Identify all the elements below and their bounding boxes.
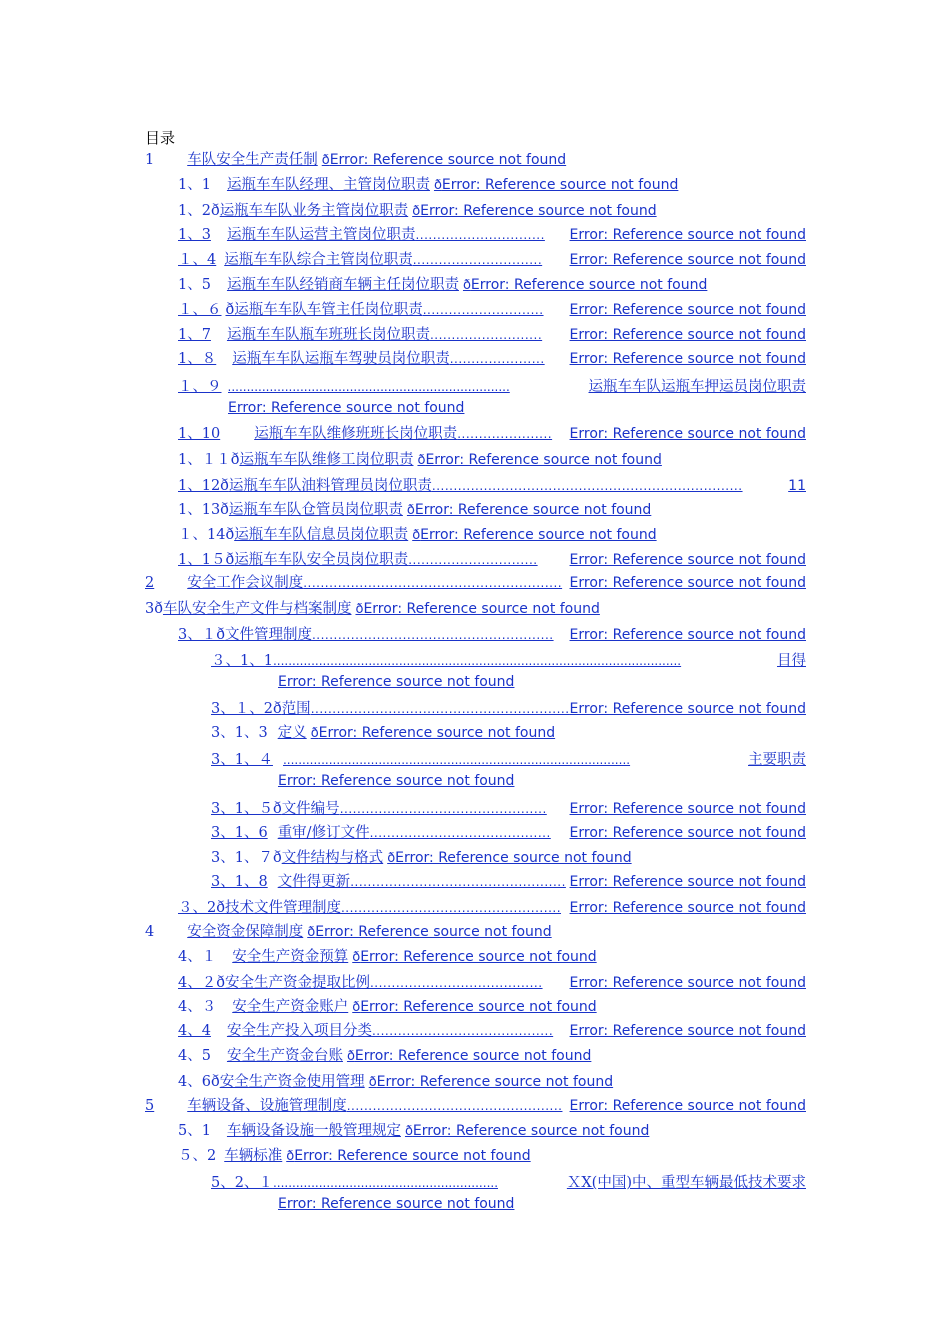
toc-entry-separator: ð bbox=[286, 1149, 295, 1164]
toc-entry-page-ref: Error: Reference source not found bbox=[569, 1098, 806, 1114]
toc-entry-leader: ........................................................... bbox=[272, 1176, 499, 1190]
toc-entry-line bbox=[211, 1171, 806, 1192]
toc-entry-title: 主要职责 bbox=[748, 752, 806, 768]
toc-entry-number: ３、1、1 bbox=[211, 653, 273, 669]
toc-entry-number: 4、３ bbox=[178, 999, 217, 1015]
toc-entry-leader: ............................................................ bbox=[303, 576, 563, 590]
toc-entry-leader: ........................................ bbox=[369, 976, 543, 990]
toc-entry-title: 运瓶车车队维修班班长岗位职责 bbox=[254, 426, 458, 442]
toc-entry[interactable] bbox=[211, 1171, 806, 1212]
toc-entry-page-ref: Error: Reference source not found bbox=[569, 801, 806, 817]
toc-entry[interactable] bbox=[211, 824, 806, 843]
toc-entry-separator: ð bbox=[412, 528, 421, 543]
toc-entry-title: 运瓶车车队瓶车班班长岗位职责 bbox=[226, 327, 430, 343]
toc-entry-line bbox=[178, 400, 806, 416]
toc-entry-title: 车辆设备设施一般管理规定 bbox=[226, 1123, 401, 1139]
toc-entry[interactable] bbox=[178, 477, 806, 496]
toc-entry[interactable] bbox=[178, 176, 678, 195]
toc-entry-leader: .................................................. bbox=[350, 875, 566, 889]
toc-entry-title: 定义 bbox=[277, 725, 307, 741]
toc-entry-page-ref: Error: Reference source not found bbox=[569, 975, 806, 991]
toc-entry-title: 车辆标准 bbox=[224, 1148, 283, 1164]
toc-entry-number: 1、3 bbox=[178, 227, 211, 243]
toc-entry-leader: .......................................... bbox=[369, 826, 551, 840]
toc-entry-page-ref: Error: Reference source not found bbox=[414, 502, 652, 518]
toc-entry-leader: .......................... bbox=[429, 328, 543, 342]
toc-entry-title: ＸX(中国)中、重型车辆最低技术要求 bbox=[566, 1175, 806, 1191]
toc-entry[interactable] bbox=[178, 998, 597, 1017]
toc-entry-line bbox=[211, 649, 806, 670]
toc-entry-number: 1、1 bbox=[178, 177, 211, 193]
toc-entry-page-ref: Error: Reference source not found bbox=[294, 1148, 531, 1164]
toc-entry-number: ５、2 bbox=[178, 1148, 217, 1164]
toc-entry-page-ref: Error: Reference source not found bbox=[569, 701, 806, 717]
toc-entry[interactable] bbox=[178, 375, 806, 416]
toc-entry-title: 文件管理制度 bbox=[224, 627, 312, 643]
toc-entry-number: １、4 bbox=[178, 252, 217, 268]
toc-entry-title: 车队安全生产文件与档案制度 bbox=[162, 601, 352, 617]
toc-entry-line bbox=[211, 773, 806, 789]
toc-entry-title: 运瓶车车队经销商车辆主任岗位职责 bbox=[226, 277, 459, 293]
toc-entry-separator: ð bbox=[406, 503, 415, 518]
toc-entry-number: ３、2ð bbox=[178, 900, 225, 916]
toc-entry-number: 4、１ bbox=[178, 949, 217, 965]
toc-entry[interactable] bbox=[178, 1147, 531, 1166]
toc-entry-number: 1、10 bbox=[178, 426, 221, 442]
toc-entry-separator: ð bbox=[352, 1000, 361, 1015]
toc-entry-page-ref: Error: Reference source not found bbox=[376, 1074, 614, 1090]
toc-entry-page-ref: Error: Reference source not found bbox=[569, 552, 806, 568]
toc-entry[interactable] bbox=[178, 226, 806, 245]
toc-entry-title: 运瓶车车队运瓶车押运员岗位职责 bbox=[588, 379, 806, 395]
toc-entry-title: 文件得更新 bbox=[277, 874, 351, 890]
toc-entry[interactable] bbox=[178, 948, 597, 967]
toc-entry-title: 安全资金保障制度 bbox=[187, 924, 304, 940]
toc-entry-separator: ð bbox=[412, 204, 421, 219]
toc-entry-separator: ð bbox=[355, 602, 364, 617]
toc-entry-number: 3、1、４ bbox=[211, 752, 273, 768]
toc-entry[interactable] bbox=[178, 251, 806, 270]
toc-entry-line bbox=[211, 748, 806, 769]
toc-entry[interactable] bbox=[178, 899, 806, 918]
toc-entry[interactable] bbox=[178, 1022, 806, 1041]
toc-entry-title: 安全工作会议制度 bbox=[187, 575, 304, 591]
toc-entry[interactable] bbox=[178, 974, 806, 993]
toc-entry-number: １、６ bbox=[178, 302, 222, 318]
toc-entry-line bbox=[178, 375, 806, 396]
toc-entry[interactable] bbox=[178, 202, 657, 221]
toc-entry-page-ref: Error: Reference source not found bbox=[318, 725, 556, 741]
toc-entry-number: 1、13ð bbox=[178, 502, 229, 518]
toc-entry-title: 安全生产资金使用管理 bbox=[219, 1074, 365, 1090]
toc-entry-page-ref: Error: Reference source not found bbox=[278, 773, 515, 789]
toc-entry[interactable] bbox=[211, 800, 806, 819]
toc-entry-leader: ........................................................................................... bbox=[282, 753, 631, 767]
toc-entry-leader: ...................... bbox=[457, 427, 553, 441]
toc-entry-separator: ð bbox=[387, 851, 396, 866]
toc-entry-number: 3、1、6 bbox=[211, 825, 268, 841]
toc-entry[interactable] bbox=[145, 151, 566, 170]
toc-entry-number: 2 bbox=[145, 575, 155, 591]
toc-entry-number: １、９ bbox=[178, 379, 222, 395]
toc-entry-page-ref: Error: Reference source not found bbox=[470, 277, 708, 293]
toc-entry[interactable] bbox=[211, 748, 806, 789]
toc-entry[interactable] bbox=[211, 873, 806, 892]
toc-entry-number: 3、1、５ð bbox=[211, 801, 282, 817]
toc-entry-number: 4、２ð bbox=[178, 975, 225, 991]
toc-entry-title: 运瓶车车队经理、主管岗位职责 bbox=[226, 177, 430, 193]
toc-entry-page-ref: Error: Reference source not found bbox=[228, 400, 465, 416]
toc-entry-separator: ð bbox=[433, 178, 442, 193]
toc-entry[interactable] bbox=[178, 526, 657, 545]
toc-entry-page-ref: Error: Reference source not found bbox=[569, 627, 806, 643]
toc-entry-title: 范围 bbox=[281, 701, 311, 717]
toc-entry-title: 安全生产资金预算 bbox=[232, 949, 349, 965]
toc-entry[interactable] bbox=[145, 600, 600, 619]
toc-entry-line bbox=[211, 674, 806, 690]
toc-entry-page-ref: Error: Reference source not found bbox=[425, 452, 662, 468]
toc-entry-title: 运瓶车车队运瓶车驾驶员岗位职责 bbox=[232, 351, 450, 367]
toc-entry-title: 运瓶车车队信息员岗位职责 bbox=[234, 527, 409, 543]
toc-entry-title: 运瓶车车队仓管员岗位职责 bbox=[228, 502, 403, 518]
toc-entry-number: 1、7 bbox=[178, 327, 211, 343]
toc-entry-title: 车队安全生产责任制 bbox=[187, 152, 318, 168]
toc-entry-title: ð运瓶车车队车管主任岗位职责 bbox=[225, 302, 423, 318]
toc-entry-leader: ........................................................................................................... bbox=[272, 654, 682, 668]
toc-entry-leader: ........................................................ bbox=[311, 628, 554, 642]
toc-entry-number: 4、5 bbox=[178, 1048, 211, 1064]
toc-entry-leader: .......................................................................... bbox=[227, 380, 510, 394]
toc-entry-page-ref: Error: Reference source not found bbox=[569, 575, 806, 591]
toc-entry-page-ref: Error: Reference source not found bbox=[569, 351, 806, 367]
toc-entry-number: 3、1、７ð bbox=[211, 850, 282, 866]
toc-entry-page-ref: Error: Reference source not found bbox=[569, 874, 806, 890]
toc-entry[interactable] bbox=[211, 700, 806, 719]
toc-entry-separator: ð bbox=[404, 1124, 413, 1139]
toc-entry[interactable] bbox=[211, 724, 555, 743]
toc-entry[interactable] bbox=[178, 501, 651, 520]
toc-entry-page-ref: Error: Reference source not found bbox=[569, 426, 806, 442]
toc-entry-line bbox=[211, 1196, 806, 1212]
toc-entry-page-ref: Error: Reference source not found bbox=[315, 924, 552, 940]
toc-entry-leader: .............................. bbox=[415, 228, 545, 242]
toc-entry-leader: ............................................................ bbox=[310, 702, 570, 716]
toc-entry-title: 文件结构与格式 bbox=[281, 850, 384, 866]
toc-entry-number: 1、2ð bbox=[178, 203, 220, 219]
toc-entry-leader: .................................................. bbox=[346, 1099, 563, 1113]
toc-entry-title: 运瓶车车队油料管理员岗位职责 bbox=[228, 478, 432, 494]
toc-entry-separator: ð bbox=[310, 726, 319, 741]
toc-entry-page-ref: Error: Reference source not found bbox=[569, 302, 806, 318]
toc-entry-title: 安全生产资金账户 bbox=[232, 999, 349, 1015]
toc-entry-leader: .......................................... bbox=[371, 1024, 554, 1038]
toc-entry-number: 1、1５ð bbox=[178, 552, 235, 568]
toc-entry-leader: ........................................................................ bbox=[431, 479, 743, 493]
toc-entry-title: 安全生产投入项目分类 bbox=[226, 1023, 372, 1039]
toc-entry-page-ref: Error: Reference source not found bbox=[354, 1048, 592, 1064]
toc-entry-number: 1 bbox=[145, 152, 155, 168]
toc-entry-title: 重审/修订文件 bbox=[277, 825, 370, 841]
toc-entry-page-ref: Error: Reference source not found bbox=[360, 999, 597, 1015]
toc-entry-title: 安全生产资金提取比例 bbox=[224, 975, 370, 991]
toc-entry[interactable] bbox=[178, 1047, 591, 1066]
toc-entry-leader: .............................. bbox=[408, 553, 538, 567]
toc-entry-leader: ............................ bbox=[422, 303, 544, 317]
toc-entry-separator: ð bbox=[352, 950, 361, 965]
toc-entry-page-ref: Error: Reference source not found bbox=[420, 527, 657, 543]
toc-entry-title: 运瓶车车队维修工岗位职责 bbox=[239, 452, 414, 468]
toc-entry[interactable] bbox=[178, 626, 806, 645]
toc-entry-page-ref: Error: Reference source not found bbox=[278, 1196, 515, 1212]
toc-entry-separator: ð bbox=[417, 453, 426, 468]
toc-entry[interactable] bbox=[211, 649, 806, 690]
toc-entry-number: 3、1、8 bbox=[211, 874, 268, 890]
toc-entry-title: 运瓶车车队综合主管岗位职责 bbox=[224, 252, 413, 268]
toc-entry-separator: ð bbox=[346, 1049, 355, 1064]
toc-entry-separator: ð bbox=[321, 153, 330, 168]
toc-entry[interactable] bbox=[178, 451, 662, 470]
toc-title: 目录 bbox=[145, 129, 176, 147]
toc-entry-leader: .............................. bbox=[412, 253, 543, 267]
toc-entry[interactable] bbox=[145, 923, 552, 942]
toc-entry[interactable] bbox=[178, 551, 806, 570]
toc-entry-page-ref: Error: Reference source not found bbox=[420, 203, 657, 219]
toc-entry-page-ref: Error: Reference source not found bbox=[363, 601, 600, 617]
toc-entry[interactable] bbox=[178, 425, 806, 444]
toc-entry-page-ref: Error: Reference source not found bbox=[412, 1123, 650, 1139]
toc-entry-page-ref: 11 bbox=[788, 478, 806, 494]
toc-entry-number: 4、4 bbox=[178, 1023, 211, 1039]
toc-entry-number: 3ð bbox=[145, 601, 163, 617]
toc-entry-title: 运瓶车车队业务主管岗位职责 bbox=[219, 203, 409, 219]
toc-entry-title: 运瓶车车队安全员岗位职责 bbox=[234, 552, 409, 568]
toc-entry-page-ref: Error: Reference source not found bbox=[569, 252, 806, 268]
toc-entry-title: 运瓶车车队运营主管岗位职责 bbox=[226, 227, 416, 243]
toc-entry-page-ref: Error: Reference source not found bbox=[569, 825, 806, 841]
toc-entry-title: 车辆设备、设施管理制度 bbox=[187, 1098, 347, 1114]
toc-entry-number: 5、2、１ bbox=[211, 1175, 273, 1191]
toc-entry-separator: ð bbox=[307, 925, 316, 940]
toc-entry[interactable] bbox=[178, 1122, 649, 1141]
toc-entry-number: 5 bbox=[145, 1098, 155, 1114]
toc-entry-title: 文件编号 bbox=[281, 801, 340, 817]
toc-entry-page-ref: Error: Reference source not found bbox=[278, 674, 515, 690]
toc-entry-leader: ................................................ bbox=[339, 802, 547, 816]
toc-entry-leader: ................................................... bbox=[340, 901, 562, 915]
toc-entry-separator: ð bbox=[462, 278, 471, 293]
toc-entry-number: 3、１、2ð bbox=[211, 701, 282, 717]
toc-entry-page-ref: Error: Reference source not found bbox=[569, 327, 806, 343]
toc-entry-page-ref: Error: Reference source not found bbox=[441, 177, 679, 193]
toc-entry-number: 3、1、3 bbox=[211, 725, 268, 741]
toc-entry[interactable] bbox=[178, 326, 806, 345]
toc-entry-number: 4、6ð bbox=[178, 1074, 220, 1090]
toc-entry-number: 5、1 bbox=[178, 1123, 211, 1139]
toc-entry[interactable] bbox=[145, 574, 806, 593]
toc-entry-number: 3、１ð bbox=[178, 627, 225, 643]
toc-entry-title: 目得 bbox=[777, 653, 806, 669]
toc-entry[interactable] bbox=[145, 1097, 806, 1116]
toc-entry-leader: ...................... bbox=[449, 352, 545, 366]
toc-entry-page-ref: Error: Reference source not found bbox=[569, 1023, 806, 1039]
toc-entry-separator: ð bbox=[368, 1075, 377, 1090]
toc-entry[interactable] bbox=[178, 301, 806, 320]
toc-entry[interactable] bbox=[178, 350, 806, 369]
toc-entry-title: 技术文件管理制度 bbox=[224, 900, 341, 916]
toc-entry-page-ref: Error: Reference source not found bbox=[329, 152, 567, 168]
toc-entry-number: 1、5 bbox=[178, 277, 211, 293]
toc-entry[interactable] bbox=[178, 276, 707, 295]
toc-entry-number: 1、12ð bbox=[178, 478, 229, 494]
toc-entry-page-ref: Error: Reference source not found bbox=[569, 227, 806, 243]
toc-entry-number: １、14ð bbox=[178, 527, 235, 543]
toc-entry-number: 1、８ bbox=[178, 351, 217, 367]
toc-entry-page-ref: Error: Reference source not found bbox=[569, 900, 806, 916]
toc-entry[interactable] bbox=[178, 1073, 613, 1092]
toc-entry-title: 安全生产资金台账 bbox=[226, 1048, 343, 1064]
toc-entry-number: 4 bbox=[145, 924, 155, 940]
toc-entry-number: 1、１１ð bbox=[178, 452, 240, 468]
toc-entry-page-ref: Error: Reference source not found bbox=[395, 850, 632, 866]
toc-entry[interactable] bbox=[211, 849, 632, 868]
toc-entry-page-ref: Error: Reference source not found bbox=[360, 949, 597, 965]
